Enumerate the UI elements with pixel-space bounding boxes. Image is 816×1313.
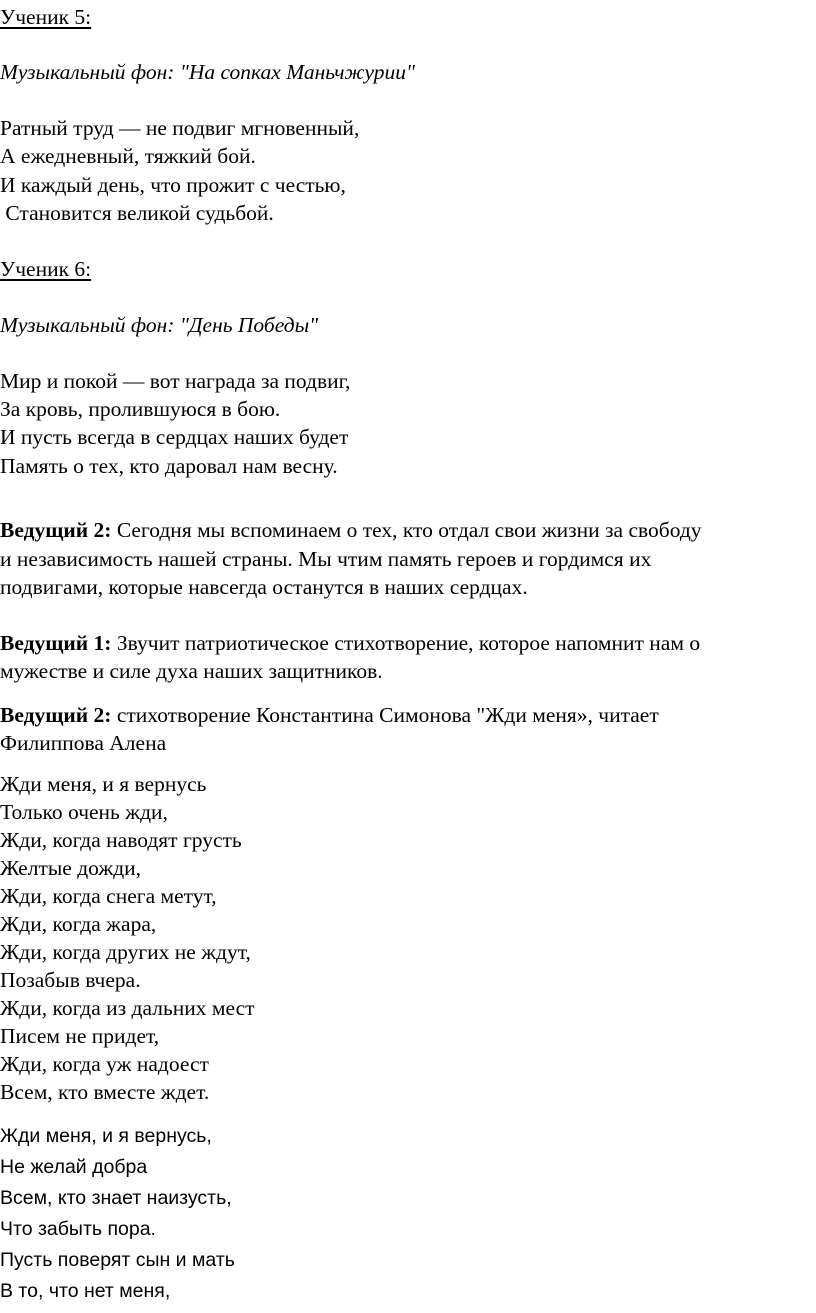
poem-line: В то, что нет меня, (0, 1280, 171, 1302)
poem-line: Желтые дожди, (0, 856, 142, 880)
host-2-paragraph-line: Филиппова Алена (0, 731, 167, 755)
host-2-paragraph-line: подвигами, которые навсегда останутся в наших сердцах. (0, 575, 528, 599)
host-2-text: стихотворение Константина Симонова "Жди меня», читает (111, 703, 659, 727)
student-5-verse-line: И каждый день, что прожит с честью, (0, 173, 346, 197)
host-2-paragraph-line (0, 515, 702, 545)
poem-line: Пусть поверят сын и мать (0, 1249, 235, 1271)
poem-line: Всем, кто вместе ждет. (0, 1080, 210, 1104)
student-6-verse-line: Мир и покой — вот награда за подвиг, (0, 369, 351, 393)
student-5-verse-line: Становится великой судьбой. (0, 201, 274, 225)
host-2-paragraph-line: и независимость нашей страны. Мы чтим память героев и гордимся их (0, 547, 652, 571)
host-1-paragraph-line: мужестве и силе духа наших защитников. (0, 659, 383, 683)
student-5-verse-line: А ежедневный, тяжкий бой. (0, 144, 256, 168)
host-2-speaker: Ведущий 2: (0, 518, 112, 542)
poem-line: Жди меня, и я вернусь, (0, 1125, 212, 1147)
poem-line: Жди, когда других не ждут, (0, 940, 251, 964)
student-6-heading: Ученик 6: (0, 257, 92, 281)
poem-line: Жди, когда наводят грусть (0, 828, 242, 852)
poem-line: Не желай добра (0, 1156, 148, 1178)
student-6-verse-line: За кровь, пролившуюся в бою. (0, 397, 281, 421)
poem-line: Жди, когда из дальних мест (0, 996, 255, 1020)
host-2-speaker: Ведущий 2: (0, 703, 112, 727)
student-6-verse-line: Память о тех, кто даровал нам весну. (0, 454, 338, 478)
poem-line: Всем, кто знает наизусть, (0, 1187, 232, 1209)
poem-line: Жди, когда снега метут, (0, 884, 217, 908)
student-5-music-note: Музыкальный фон: "На сопках Маньчжурии" (0, 60, 415, 84)
poem-line: Только очень жди, (0, 800, 168, 824)
student-6-verse-line: И пусть всегда в сердцах наших будет (0, 425, 349, 449)
student-6-music-note: Музыкальный фон: "День Победы" (0, 313, 319, 337)
poem-line: Что забыть пора. (0, 1218, 156, 1240)
poem-line: Жди, когда уж надоест (0, 1052, 209, 1076)
student-5-heading: Ученик 5: (0, 5, 92, 29)
host-1-text: Звучит патриотическое стихотворение, которое напомнит нам о (111, 631, 701, 655)
host-1-paragraph-line (0, 628, 700, 658)
host-2-paragraph-line (0, 700, 659, 730)
poem-line: Позабыв вчера. (0, 968, 141, 992)
host-2-text: Сегодня мы вспоминаем о тех, кто отдал свои жизни за свободу (111, 518, 702, 542)
poem-line: Писем не придет, (0, 1024, 160, 1048)
poem-line: Жди, когда жара, (0, 912, 157, 936)
student-5-verse-line: Ратный труд — не подвиг мгновенный, (0, 116, 360, 140)
host-1-speaker: Ведущий 1: (0, 631, 112, 655)
poem-line: Жди меня, и я вернусь (0, 772, 207, 796)
